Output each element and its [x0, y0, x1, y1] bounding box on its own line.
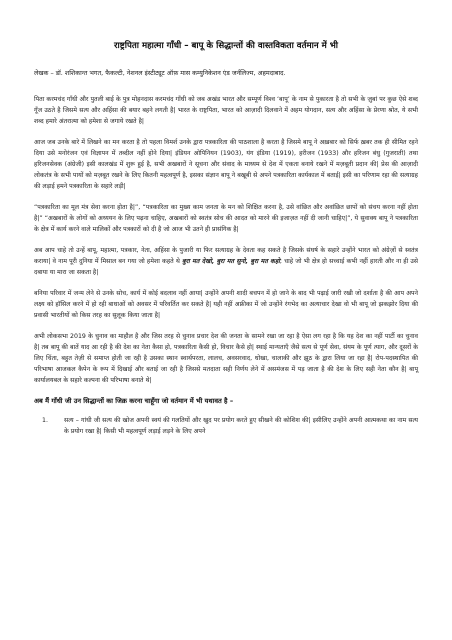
paragraph-journalism: आज जब उनके बारे में लिखने का मन करता है तो पहला विमर्श उनके द्वारा पत्रकारिता की पाठशाला है करता है जिसमे बापू ने अख़बार को सिर्फ ख़बर तक ही सीमित रहने दिया उसे मनोरंजन एवं विज्ञापन में तब्दील नहीं होने दिया| इंडियन ओपिनियन (1903), यंग इंडिया (1919), हरीजन (1933) और हरिजन बंधु (गुजराती) तथा हरिजनसेवक (अंग्रेजी) इसी कालखंड में शुरू हुई है, सभी अखबारों ने सूचना और संवाद के माध्यम से देश में एकता बनाये रखने में मज़बूती प्रदान की| प्रेस की आज़ादी लोकतंत्र के सभी पायों को मज़बूत रखने के लिए कितनी महत्वपूर्ण है, इसका संज्ञान बापू ने बखूबी से अपने पत्रकारिता कार्यकाल में बताई| इसी का परिणाम रहा की सत्याग्रह की लड़ाई हमने पत्रकारिता के सहारे लड़ी|	[34, 139, 418, 190]
paragraph-family: बनिया परिवार में जन्म लेने से उनके सोच, कार्य में कोई बदलाव नहीं आया| उन्होंने अपनी शादी बचपन में हो जाने के बाद भी पढ़ाई जारी रखी जो दर्शाता है की आप अपने लक्ष्य को हॉसिल करने में हो रही बाधाओं को अवसर में परिवर्तित कर सकते है| यही नहीं अफ्रीका में जो उन्होंने रंगभेद का अत्याचार देखा वो भी बापू जो झकझोर दिया की प्रवासी भारतीयों को किस तरह का सुलूक किया जाता है|	[34, 290, 418, 319]
author-line: लेखक – डॉ. शशिकान्त भगत, फैकल्टी, नेशनल इंस्टीट्यूट ऑफ़ मास कम्युनिकेशन एंड जर्नलिज्म, अहमदाबाद.	[34, 69, 286, 77]
section-heading: अब मैं गाँधी जी उन सिद्धान्तों का जिक्र करना चाहूँगा जो वर्तमान में भी यथावत है –	[34, 397, 234, 405]
paragraph-text: अब आप चाहे तो उन्हें बापू, महात्मा, पत्रकार, नेता, अहिंसा के पुजारी या फिर सत्याग्रह के देवता कह सकते है जिसके संघर्ष के सहारे उन्होंने भारत को अंग्रेज़ों से स्वतंत्र कराया| वे नाम पूरी दुनिया में मिसाल बन गया जो हमेशा कहते थे	[34, 247, 419, 265]
paragraph-quotes: “पत्रकारिता का मूल मंत्र सेवा करना होता है|”, “पत्रकारिता का मुख्य काम जनता के मन को शिक्षित करना है, उसे वांछित और अवांछित छापों को संचय करना नहीं होता है|” “अखबारों के लोगों को अध्ययन के लिए पढ़ना चाहिए, अखबारों को स्वतंत्र सोच की आदत को मारने की इजाज़त नहीं दी जानी चाहिए|”, ये सुवाक्य बापू ने पत्रकारिता के क्षेत्र में कार्य करने वाले मालिकों और पत्रकारों को दी है जो आज भी उतने ही प्रासंगिक है|	[34, 204, 418, 233]
list-item	[34, 415, 418, 437]
paragraph-election: अभी लोकसभा 2019 के चुनाव का माहौल है और जिस तरह से चुनाव प्रचार देश की जनता के सामने रखा जा रहा है ऐसा लग रहा है कि यह देश का नहीं पार्टी का चुनाव है| तब बापू की बातें याद आ रही है की देश का नेता कैसा हो, पत्रकारिता कैसी हो, विचार कैसे हो| स्थाई मान्यताएँ जैसे सत्य से पूर्ण सेवा, संयम के पूर्ण त्याग, और दूसरों के लिए चिंता, बहुत तेज़ी से समाप्त होती जा रही है उसका स्थान स्वार्थपरता, लालच, अवसरवाद, धोखा, चालाकी और झूठ के द्वारा लिया जा रहा है| रोप-पदस्थापित की परिभाषा आजकल कैपेन के रूप में दिखाई और बताई जा रही है जिससे मतदाता सही निर्णय लेने में असमंजस में पड़ जाता है की देश के लिए सही नेता कौन है| बापू कार्यालयबल के सहारे कल्पना की परिभाषा बनाते थे|	[34, 333, 418, 384]
paragraph-satyagraha	[34, 245, 418, 278]
emphasized-quote: बुरा मत देखो, बुरा मत सुनो, बुरा मत कहो	[182, 258, 280, 265]
list-number: 1.	[42, 417, 48, 424]
paragraph-intro: पिता करमचंद गाँधी और पुतली बाई के पुत्र मोहनदास करमचंद गाँधी को जब अखंड भारत और सम्पूर्ण विश्व ‘बापू’ के नाम से पुकारता है तो सभी के ज़ुबां पर कुछ ऐसे शब्द गूँज उठते है जिसमे सत्य और अहिंसा की बयार बहने लगती है| भारत के राष्ट्रपिता, भारत को आज़ादी दिलवाने में अहम योगदान, सत्य और अहिंसा के प्रेरणा श्रोत, ये सभी शब्द हमारे अंतरात्मा को हमेशा से जगाये रखते है|	[34, 96, 418, 125]
document-title: राष्ट्रपिता महात्मा गाँधी – बापू के सिद्धान्तों की वास्तविकता वर्तमान में भी	[113, 41, 338, 51]
paragraph-text: ; चाहे जो भी क्षेत्र हो सच्चाई कभी नहीं हारती और ना ही उसे दबाया या मारा जा सकता है|	[34, 258, 419, 276]
list-text: सत्य – गांधी जी सत्य की खोज अपनी स्वयं की गलतियों और खुद पर प्रयोग करते हुए सीखने की कोशिश की| इसीलिए उन्होंने अपनी आत्मकथा का नाम सत्य के प्रयोग रखा है| किसी भी महत्वपूर्ण लड़ाई लड़ने के लिए अपने	[64, 417, 418, 435]
